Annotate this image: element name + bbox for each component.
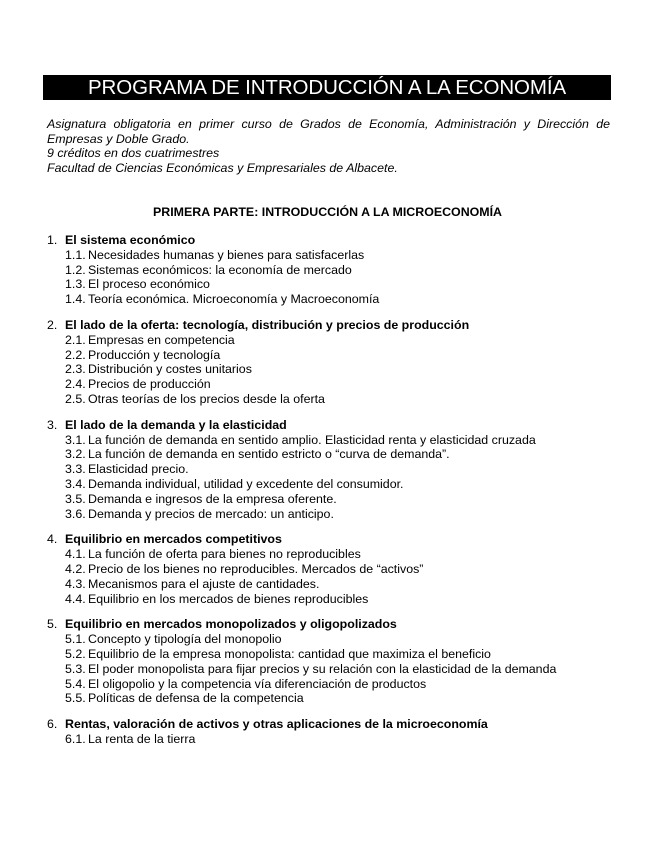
subsection-text: Otras teorías de los precios desde la oferta xyxy=(88,391,325,406)
section-number: 3. xyxy=(47,417,58,432)
subsection-number: 5.1. xyxy=(65,632,86,647)
section xyxy=(47,233,617,307)
subsection-text: Concepto y tipología del monopolio xyxy=(88,632,282,647)
subsection-list xyxy=(65,732,617,747)
subsection-text: Distribución y costes unitarios xyxy=(88,362,252,377)
subsection-number: 1.3. xyxy=(65,277,86,292)
subsection-number: 3.2. xyxy=(65,447,86,462)
subsection-text: Producción y tecnología xyxy=(88,347,221,362)
subsection-number: 1.1. xyxy=(65,247,86,262)
subsection-item xyxy=(65,632,617,647)
subsection-list xyxy=(65,433,617,522)
subsection-item xyxy=(65,333,617,348)
subsection-number: 2.3. xyxy=(65,362,86,377)
subsection-text: Precios de producción xyxy=(88,377,211,392)
subsection-item xyxy=(65,348,617,363)
section-heading xyxy=(47,418,617,433)
subsection-number: 4.4. xyxy=(65,591,86,606)
subsection-item xyxy=(65,447,617,462)
section xyxy=(47,532,617,606)
subsection-number: 6.1. xyxy=(65,731,86,746)
section xyxy=(47,318,617,407)
part-heading: PRIMERA PARTE: INTRODUCCIÓN A LA MICROECONOMÍA xyxy=(153,205,502,219)
subsection-number: 2.4. xyxy=(65,377,86,392)
subsection-number: 5.3. xyxy=(65,661,86,676)
subsection-list xyxy=(65,248,617,307)
section-number: 4. xyxy=(47,532,58,547)
subsection-number: 3.4. xyxy=(65,476,86,491)
intro-faculty-line: Facultad de Ciencias Económicas y Empresariales de Albacete. xyxy=(47,160,398,175)
subsection-item xyxy=(65,662,617,677)
section-heading xyxy=(47,532,617,547)
subsection-number: 5.4. xyxy=(65,676,86,691)
subsection-number: 2.1. xyxy=(65,332,86,347)
subsection-text: La renta de la tierra xyxy=(88,731,196,746)
subsection-number: 5.5. xyxy=(65,691,86,706)
subsection-text: Sistemas económicos: la economía de mercado xyxy=(88,262,352,277)
subsection-text: El poder monopolista para fijar precios y su relación con la elasticidad de la demanda xyxy=(88,661,557,676)
subsection-text: Teoría económica. Microeconomía y Macroeconomía xyxy=(88,292,380,307)
subsection-text: La función de oferta para bienes no reproducibles xyxy=(88,547,361,562)
subsection-text: Demanda e ingresos de la empresa oferente. xyxy=(88,491,337,506)
subsection-number: 3.1. xyxy=(65,432,86,447)
section-number: 5. xyxy=(47,617,58,632)
subsection-number: 3.3. xyxy=(65,462,86,477)
subsection-list xyxy=(65,333,617,407)
subsection-text: Equilibrio de la empresa monopolista: cantidad que maximiza el beneficio xyxy=(88,646,491,661)
subsection-item xyxy=(65,277,617,292)
sections-list xyxy=(47,233,617,758)
section xyxy=(47,617,617,706)
section-title: Equilibrio en mercados monopolizados y oligopolizados xyxy=(65,617,397,632)
subsection-text: Mecanismos para el ajuste de cantidades. xyxy=(88,576,320,591)
subsection-number: 1.4. xyxy=(65,292,86,307)
subsection-list xyxy=(65,547,617,606)
subsection-item xyxy=(65,392,617,407)
intro-block xyxy=(47,117,610,175)
subsection-text: La función de demanda en sentido estricto o “curva de demanda”. xyxy=(88,447,450,462)
section xyxy=(47,717,617,747)
subsection-item xyxy=(65,263,617,278)
subsection-item xyxy=(65,732,617,747)
section-number: 2. xyxy=(47,317,58,332)
section-heading xyxy=(47,617,617,632)
section-title: El sistema económico xyxy=(65,233,196,247)
subsection-number: 1.2. xyxy=(65,262,86,277)
subsection-item xyxy=(65,292,617,307)
subsection-item xyxy=(65,577,617,592)
subsection-list xyxy=(65,632,617,706)
subsection-text: Precio de los bienes no reproducibles. Mercados de “activos” xyxy=(88,561,424,576)
subsection-item xyxy=(65,647,617,662)
subsection-number: 4.2. xyxy=(65,561,86,576)
subsection-number: 3.6. xyxy=(65,506,86,521)
subsection-item xyxy=(65,477,617,492)
section-heading xyxy=(47,717,617,732)
subsection-item xyxy=(65,592,617,607)
subsection-item xyxy=(65,677,617,692)
page-title: PROGRAMA DE INTRODUCCIÓN A LA ECONOMÍA xyxy=(43,75,611,100)
subsection-number: 2.5. xyxy=(65,391,86,406)
subsection-text: Políticas de defensa de la competencia xyxy=(88,691,304,706)
subsection-number: 3.5. xyxy=(65,491,86,506)
intro-course-line: Asignatura obligatoria en primer curso de Grados de Economía, Administración y Dirección de Empresas y Doble Grado. xyxy=(47,117,610,146)
subsection-text: Equilibrio en los mercados de bienes reproducibles xyxy=(88,591,369,606)
subsection-number: 4.3. xyxy=(65,576,86,591)
subsection-text: Demanda individual, utilidad y excedente del consumidor. xyxy=(88,476,404,491)
subsection-item xyxy=(65,462,617,477)
subsection-item xyxy=(65,507,617,522)
subsection-number: 2.2. xyxy=(65,347,86,362)
subsection-text: Empresas en competencia xyxy=(88,332,235,347)
subsection-number: 4.1. xyxy=(65,547,86,562)
section-heading xyxy=(47,233,617,248)
section xyxy=(47,418,617,522)
subsection-text: La función de demanda en sentido amplio. Elasticidad renta y elasticidad cruzada xyxy=(88,432,536,447)
subsection-item xyxy=(65,691,617,706)
subsection-item xyxy=(65,377,617,392)
subsection-item xyxy=(65,248,617,263)
section-heading xyxy=(47,318,617,333)
subsection-number: 5.2. xyxy=(65,646,86,661)
subsection-item xyxy=(65,547,617,562)
subsection-text: El proceso económico xyxy=(88,277,210,292)
subsection-text: Necesidades humanas y bienes para satisfacerlas xyxy=(88,247,365,262)
subsection-item xyxy=(65,362,617,377)
subsection-item xyxy=(65,562,617,577)
subsection-text: El oligopolio y la competencia vía diferenciación de productos xyxy=(88,676,427,691)
section-title: El lado de la demanda y la elasticidad xyxy=(65,417,287,432)
section-title: Equilibrio en mercados competitivos xyxy=(65,532,282,547)
subsection-text: Elasticidad precio. xyxy=(88,462,189,477)
section-title: El lado de la oferta: tecnología, distribución y precios de producción xyxy=(65,317,470,332)
subsection-item xyxy=(65,492,617,507)
section-number: 1. xyxy=(47,233,58,247)
section-title: Rentas, valoración de activos y otras aplicaciones de la microeconomía xyxy=(65,717,488,732)
subsection-text: Demanda y precios de mercado: un anticipo. xyxy=(88,506,334,521)
section-number: 6. xyxy=(47,717,58,732)
subsection-item xyxy=(65,433,617,448)
intro-credits-line: 9 créditos en dos cuatrimestres xyxy=(47,146,220,161)
